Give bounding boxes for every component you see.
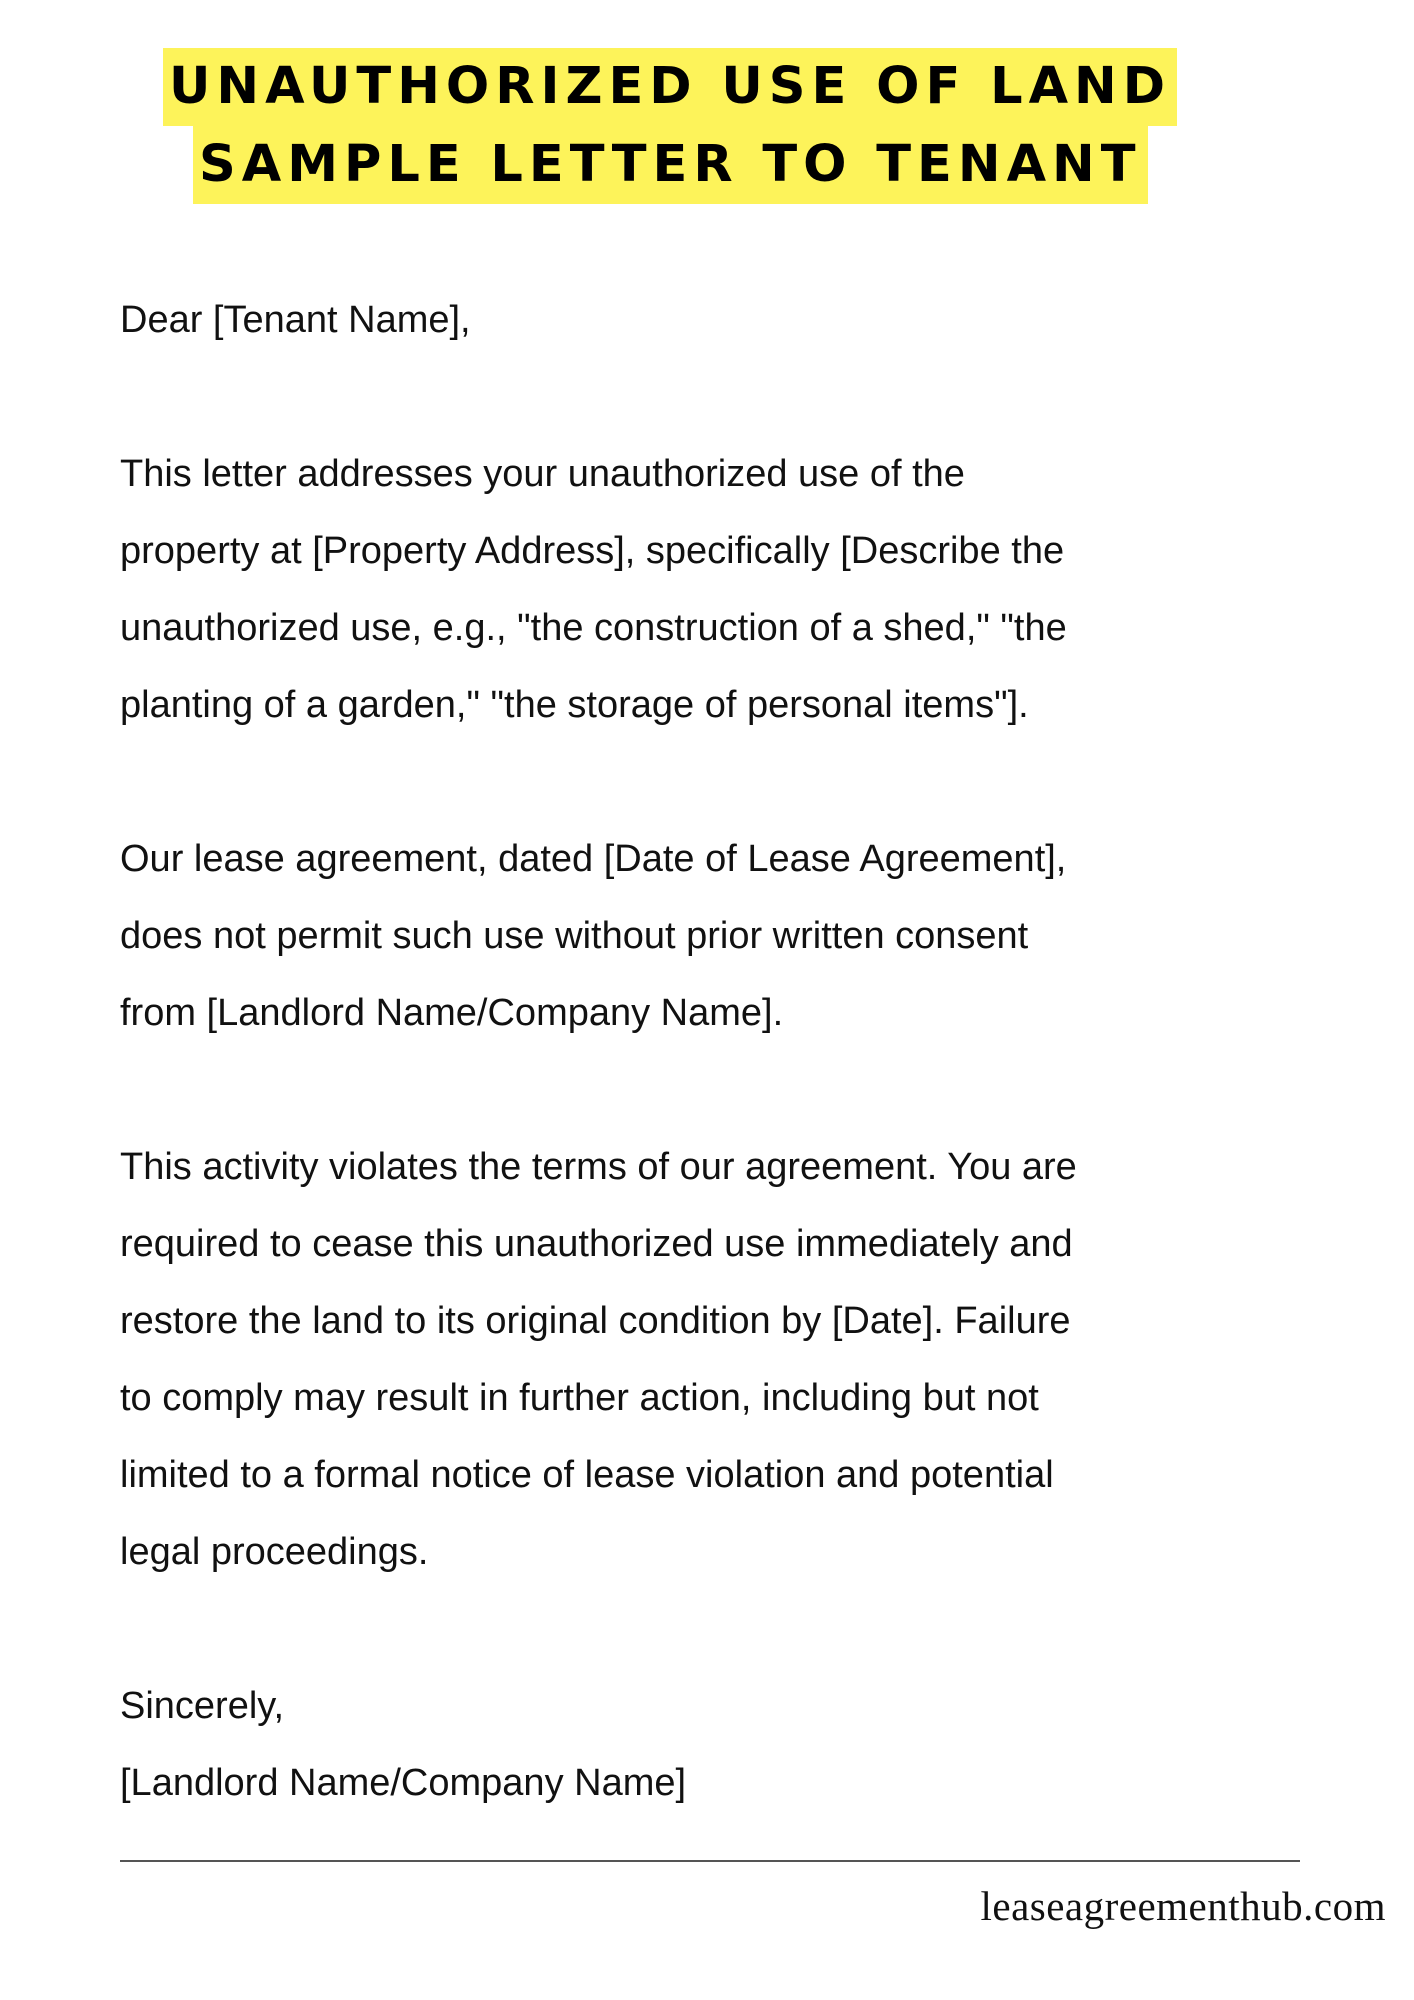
paragraph-1-line: This letter addresses your unauthorized use of the	[120, 453, 965, 495]
footer-divider	[120, 1860, 1300, 1862]
paragraph-2-line: does not permit such use without prior written consent	[120, 915, 1029, 957]
salutation: Dear [Tenant Name],	[120, 299, 471, 341]
title-line-2: SAMPLE LETTER TO TENANT	[193, 126, 1148, 204]
paragraph-3-line: to comply may result in further action, including but not	[120, 1377, 1039, 1419]
title-line-1: UNAUTHORIZED USE OF LAND	[163, 48, 1177, 126]
closing	[120, 1668, 1360, 1822]
paragraph-3-line: restore the land to its original condition by [Date]. Failure	[120, 1300, 1071, 1342]
paragraph-1-line: property at [Property Address], specifically [Describe the	[120, 530, 1065, 572]
paragraph-3-line: required to cease this unauthorized use immediately and	[120, 1223, 1073, 1265]
paragraph-3	[120, 1129, 1360, 1591]
closing-text: Sincerely,	[120, 1685, 285, 1727]
letter-body	[120, 282, 1360, 1822]
paragraph-1-line: unauthorized use, e.g., "the construction of a shed," "the	[120, 607, 1067, 649]
paragraph-1	[120, 436, 1360, 744]
paragraph-2-line: Our lease agreement, dated [Date of Lease Agreement],	[120, 838, 1067, 880]
paragraph-3-line: legal proceedings.	[120, 1531, 429, 1573]
paragraph-1-line: planting of a garden," "the storage of personal items"].	[120, 684, 1029, 726]
paragraph-3-line: This activity violates the terms of our agreement. You are	[120, 1146, 1077, 1188]
paragraph-2-line: from [Landlord Name/Company Name].	[120, 992, 784, 1034]
signature: [Landlord Name/Company Name]	[120, 1762, 687, 1804]
paragraph-2	[120, 821, 1360, 1052]
website-footer: leaseagreementhub.com	[980, 1883, 1386, 1929]
paragraph-3-line: limited to a formal notice of lease violation and potential	[120, 1454, 1054, 1496]
